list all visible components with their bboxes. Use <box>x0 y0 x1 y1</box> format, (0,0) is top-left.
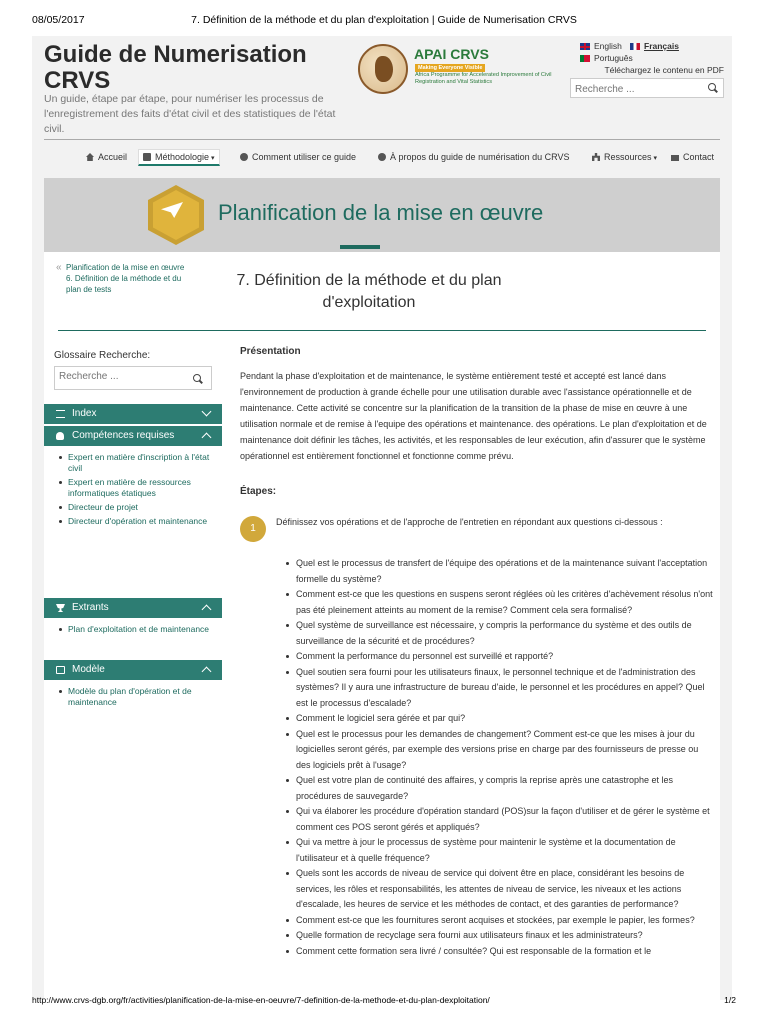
presentation-heading: Présentation <box>240 346 301 357</box>
list-item: Quel est le processus de transfert de l'équipe des opérations et de la maintenance suivant l'acceptation formelle du système? <box>296 556 714 587</box>
presentation-text: Pendant la phase d'exploitation et de maintenance, le système entièrement testé et accepté est lancé dans l'environnement de production à grande échelle pour une utilisation durable avec l'assistance opérationnelle et de maintenance. Cette activité se concentre sur la planification de la transition de la phase de mise en œuvre à une utilisation normale et de remise à l'equipe des opérations et maintenance. des opérations. Le plan d'exploitation et de maintenance doit définir les tâches, les activités, et les responsables de leur exécution, afin d'assurer que le système opérationnel est entièrement fonctionnel et fonctionne comme prévu. <box>240 371 707 461</box>
list-item: Qui va élaborer les procédure d'opération standard (POS)sur la façon d'utiliser et de gérer le système et comment ces POS seront gérés et appliqués? <box>296 804 714 835</box>
list-item: Quelle formation de recyclage sera fourni aux utilisateurs finaux et les administrateurs? <box>296 928 714 944</box>
info-icon <box>240 153 248 161</box>
glossary-search-input[interactable] <box>55 367 175 385</box>
nav-methodologie[interactable]: Méthodologie ▾ <box>138 149 220 166</box>
web-page <box>32 36 732 1000</box>
lang-portugues[interactable]: Português <box>580 53 633 65</box>
lang-francais[interactable]: Français <box>630 41 679 53</box>
list-item[interactable]: Expert en matière d'inscription à l'état civil <box>58 452 218 474</box>
list-item: Quel système de surveillance est nécessaire, y compris la performance du système et des outils de surveillance de la sécurité et de procédures? <box>296 618 714 649</box>
chevron-up-icon <box>202 433 212 443</box>
globe-icon <box>378 153 386 161</box>
main-content <box>240 344 714 956</box>
content-area <box>44 252 720 1000</box>
list-icon <box>56 410 65 418</box>
list-item: Quel est votre plan de continuité des affaires, y compris la reprise après une catastrophe et les procédures de sauvegarde? <box>296 773 714 804</box>
title-divider <box>58 330 706 331</box>
site-description: Un guide, étape par étape, pour numériser les processus de l'enregistrement des faits d'état civil et des statistiques de l'état civil. <box>44 93 336 135</box>
image-icon <box>56 666 65 674</box>
chevron-down-icon <box>202 407 212 417</box>
list-item: Quel soutien sera fourni pour les utilisateurs finaux, le personnel technique et de l'administration des systèmes? Il y aura une infrastructure de bureau d'aide, le personnel et les procédures en appel? Quel est le processus d'escalade? <box>296 665 714 712</box>
step-number-badge: 1 <box>240 516 266 542</box>
nav-a-propos[interactable]: À propos du guide de numérisation du CRVS <box>378 152 569 162</box>
modele-list <box>58 686 218 711</box>
list-item: Quel est le processus pour les demandes de changement? Comment est-ce que les mises à jour du logicielles seront gérés, par exemple des versions prise en charge par des fournisseurs de presse ou des logiciels prêt à l'usage? <box>296 727 714 774</box>
banner-title: Planification de la mise en œuvre <box>218 200 544 225</box>
section-banner <box>44 178 720 252</box>
lang-english[interactable]: English <box>580 41 622 53</box>
list-item[interactable]: Directeur de projet <box>58 502 218 513</box>
site-title[interactable]: Guide de Numerisation CRVS <box>44 41 307 94</box>
header-search-input[interactable] <box>571 81 691 99</box>
banner-underline <box>340 245 380 249</box>
language-switcher <box>580 41 679 63</box>
list-item: Comment cette formation sera livré / consultée? Qui est responsable de la formation et le <box>296 944 714 960</box>
header-divider <box>44 139 720 140</box>
logo-tagline: Making Everyone Visible <box>415 64 485 72</box>
nav-contact[interactable]: Contact <box>671 152 714 162</box>
breadcrumb-previous[interactable]: 6. Définition de la méthode et du plan de tests <box>66 274 182 294</box>
nav-ressources[interactable]: Ressources ▾ <box>592 152 657 162</box>
search-icon[interactable] <box>708 83 718 93</box>
pdf-download-link[interactable]: Téléchargez le contenu en PDF <box>604 65 724 75</box>
africa-globe-icon <box>358 44 408 94</box>
print-page-title: 7. Définition de la méthode et du plan d'exploitation | Guide de Numerisation CRVS <box>191 14 577 26</box>
breadcrumb <box>58 262 188 295</box>
list-item: Comment le logiciel sera gérée et par qui? <box>296 711 714 727</box>
portugal-flag-icon <box>580 55 590 62</box>
list-item[interactable]: Plan d'exploitation et de maintenance <box>58 624 218 635</box>
france-flag-icon <box>630 43 640 50</box>
panel-index-header[interactable]: Index <box>44 404 222 424</box>
print-date: 08/05/2017 <box>32 14 85 26</box>
trophy-icon <box>56 604 65 612</box>
chevron-down-icon: ▾ <box>651 155 657 162</box>
print-url: http://www.crvs-dgb.org/fr/activities/planification-de-la-mise-en-oeuvre/7-definition-de-la-methode-et-du-plan-dexploitation/ <box>32 995 490 1005</box>
list-item: Quels sont les accords de niveau de service qui doivent être en place, considérant les besoins de services, les rôles et responsabilités, les attentes de niveau de service, les niveaux et les actions d'escalade, les heures de service et les méthodes de contact, et des garanties de performance? <box>296 866 714 913</box>
breadcrumb-parent[interactable]: Planification de la mise en œuvre <box>66 263 185 272</box>
double-chevron-left-icon: « <box>56 262 62 273</box>
glossary-search-label: Glossaire Recherche: <box>54 350 151 361</box>
competences-list <box>58 452 218 530</box>
nav-accueil[interactable]: Accueil <box>86 152 127 162</box>
panel-extrants-header[interactable]: Extrants <box>44 598 222 618</box>
uk-flag-icon <box>580 43 590 50</box>
main-navigation <box>32 148 732 170</box>
book-icon <box>143 153 151 161</box>
list-item[interactable]: Modèle du plan d'opération et de maintenance <box>58 686 218 708</box>
print-page-number: 1/2 <box>724 995 736 1005</box>
sitemap-icon <box>592 153 600 161</box>
home-icon <box>86 153 94 161</box>
logo-subtitle: Africa Programme for Accelerated Improvement of Civil Registration and Vital Statistics <box>415 72 552 85</box>
list-item: Comment est-ce que les questions en suspens seront réglées où les critères d'achèvement résolus n'ont pas été pleinement atteints au moment de la remise? Comment cela sera formalisé? <box>296 587 714 618</box>
paper-plane-icon <box>148 185 204 245</box>
search-icon[interactable] <box>193 374 203 384</box>
users-icon <box>56 432 64 440</box>
list-item[interactable]: Expert en matière de ressources informatiques étatiques <box>58 477 218 499</box>
list-item: Comment la performance du personnel est surveillé et rapporté? <box>296 649 714 665</box>
chevron-up-icon <box>202 667 212 677</box>
header-search <box>570 78 724 98</box>
extrants-list <box>58 624 218 638</box>
panel-modele-header[interactable]: Modèle <box>44 660 222 680</box>
list-item: Qui va mettre à jour le processus de système pour maintenir le système et la documentation de l'utilisateur et à quelle fréquence? <box>296 835 714 866</box>
logo-brand: APAI CRVS <box>414 46 489 62</box>
step-text: Définissez vos opérations et de l'approche de l'entretien en répondant aux questions ci-dessous : <box>276 517 663 527</box>
steps-heading: Étapes: <box>240 486 277 497</box>
list-item: Comment est-ce que les fournitures seront acquises et stockées, par exemple le papier, les formes? <box>296 913 714 929</box>
glossary-search <box>54 366 212 390</box>
page-title: 7. Définition de la méthode et du plan d'exploitation <box>236 272 502 311</box>
mail-icon <box>671 155 679 161</box>
chevron-up-icon <box>202 605 212 615</box>
list-item[interactable]: Directeur d'opération et maintenance <box>58 516 218 527</box>
panel-competences-header[interactable]: Compétences requises <box>44 426 222 446</box>
apai-crvs-logo[interactable] <box>358 42 558 98</box>
nav-comment-utiliser[interactable]: Comment utiliser ce guide <box>240 152 356 162</box>
questions-list <box>296 556 714 959</box>
chevron-down-icon: ▾ <box>209 155 215 162</box>
